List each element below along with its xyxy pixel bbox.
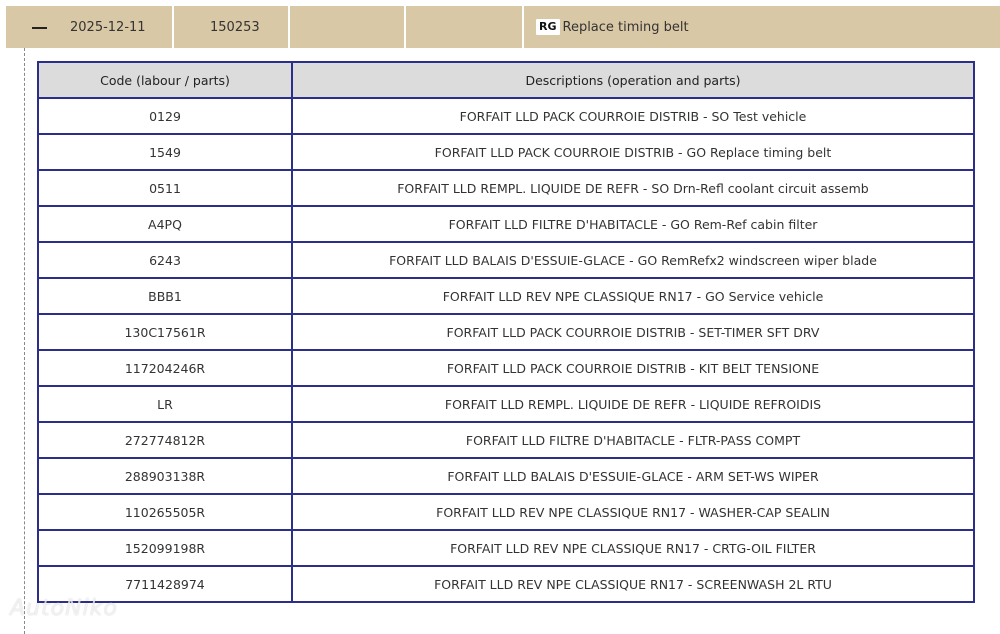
mileage-value: 150253	[210, 19, 260, 35]
code-cell: A4PQ	[38, 206, 292, 242]
code-cell: 130C17561R	[38, 314, 292, 350]
description-cell: FORFAIT LLD PACK COURROIE DISTRIB - SET-TIMER SFT DRV	[292, 314, 974, 350]
service-record-row[interactable]	[6, 0, 1000, 48]
code-cell: LR	[38, 386, 292, 422]
code-cell: 117204246R	[38, 350, 292, 386]
description-cell: FORFAIT LLD BALAIS D'ESSUIE-GLACE - ARM SET-WS WIPER	[292, 458, 974, 494]
column-header-description: Descriptions (operation and parts)	[292, 62, 974, 98]
description-cell: FORFAIT LLD REMPL. LIQUIDE DE REFR - LIQUIDE REFROIDIS	[292, 386, 974, 422]
watermark-logo: AutoNiko	[10, 596, 118, 621]
table-row	[38, 134, 974, 170]
table-row	[38, 242, 974, 278]
code-cell: 6243	[38, 242, 292, 278]
table-row	[38, 530, 974, 566]
description-cell: FORFAIT LLD REV NPE CLASSIQUE RN17 - WASHER-CAP SEALIN	[292, 494, 974, 530]
table-row	[38, 278, 974, 314]
column-header-code: Code (labour / parts)	[38, 62, 292, 98]
code-cell: 1549	[38, 134, 292, 170]
description-cell: FORFAIT LLD PACK COURROIE DISTRIB - KIT BELT TENSIONE	[292, 350, 974, 386]
empty-cell-4	[406, 6, 524, 48]
code-cell: 7711428974	[38, 566, 292, 602]
table-row	[38, 386, 974, 422]
table-row	[38, 350, 974, 386]
description-cell: FORFAIT LLD REV NPE CLASSIQUE RN17 - CRTG-OIL FILTER	[292, 530, 974, 566]
table-header-row	[38, 62, 974, 98]
mileage-cell	[174, 6, 290, 48]
collapse-icon[interactable]	[32, 27, 47, 29]
code-cell: 272774812R	[38, 422, 292, 458]
code-cell: 0129	[38, 98, 292, 134]
operations-table	[37, 61, 975, 603]
empty-cell-3	[290, 6, 406, 48]
table-row	[38, 494, 974, 530]
table-row	[38, 458, 974, 494]
date-cell	[6, 6, 174, 48]
code-cell: 152099198R	[38, 530, 292, 566]
description-cell: FORFAIT LLD REMPL. LIQUIDE DE REFR - SO Drn-Refl coolant circuit assemb	[292, 170, 974, 206]
code-cell: 0511	[38, 170, 292, 206]
table-row	[38, 314, 974, 350]
tree-connector-line	[24, 48, 25, 634]
code-cell: BBB1	[38, 278, 292, 314]
description-cell: FORFAIT LLD REV NPE CLASSIQUE RN17 - SCREENWASH 2L RTU	[292, 566, 974, 602]
operation-badge: RG	[536, 19, 560, 35]
table-row	[38, 98, 974, 134]
code-cell: 288903138R	[38, 458, 292, 494]
description-cell: FORFAIT LLD REV NPE CLASSIQUE RN17 - GO Service vehicle	[292, 278, 974, 314]
description-cell: FORFAIT LLD BALAIS D'ESSUIE-GLACE - GO RemRefx2 windscreen wiper blade	[292, 242, 974, 278]
code-cell: 110265505R	[38, 494, 292, 530]
table-row	[38, 206, 974, 242]
description-cell: FORFAIT LLD FILTRE D'HABITACLE - GO Rem-Ref cabin filter	[292, 206, 974, 242]
description-cell: FORFAIT LLD FILTRE D'HABITACLE - FLTR-PASS COMPT	[292, 422, 974, 458]
operation-cell	[524, 6, 1000, 48]
table-row	[38, 170, 974, 206]
table-row	[38, 566, 974, 602]
operation-label: Replace timing belt	[562, 19, 689, 35]
service-date: 2025-12-11	[70, 20, 146, 35]
table-row	[38, 422, 974, 458]
description-cell: FORFAIT LLD PACK COURROIE DISTRIB - GO Replace timing belt	[292, 134, 974, 170]
description-cell: FORFAIT LLD PACK COURROIE DISTRIB - SO Test vehicle	[292, 98, 974, 134]
